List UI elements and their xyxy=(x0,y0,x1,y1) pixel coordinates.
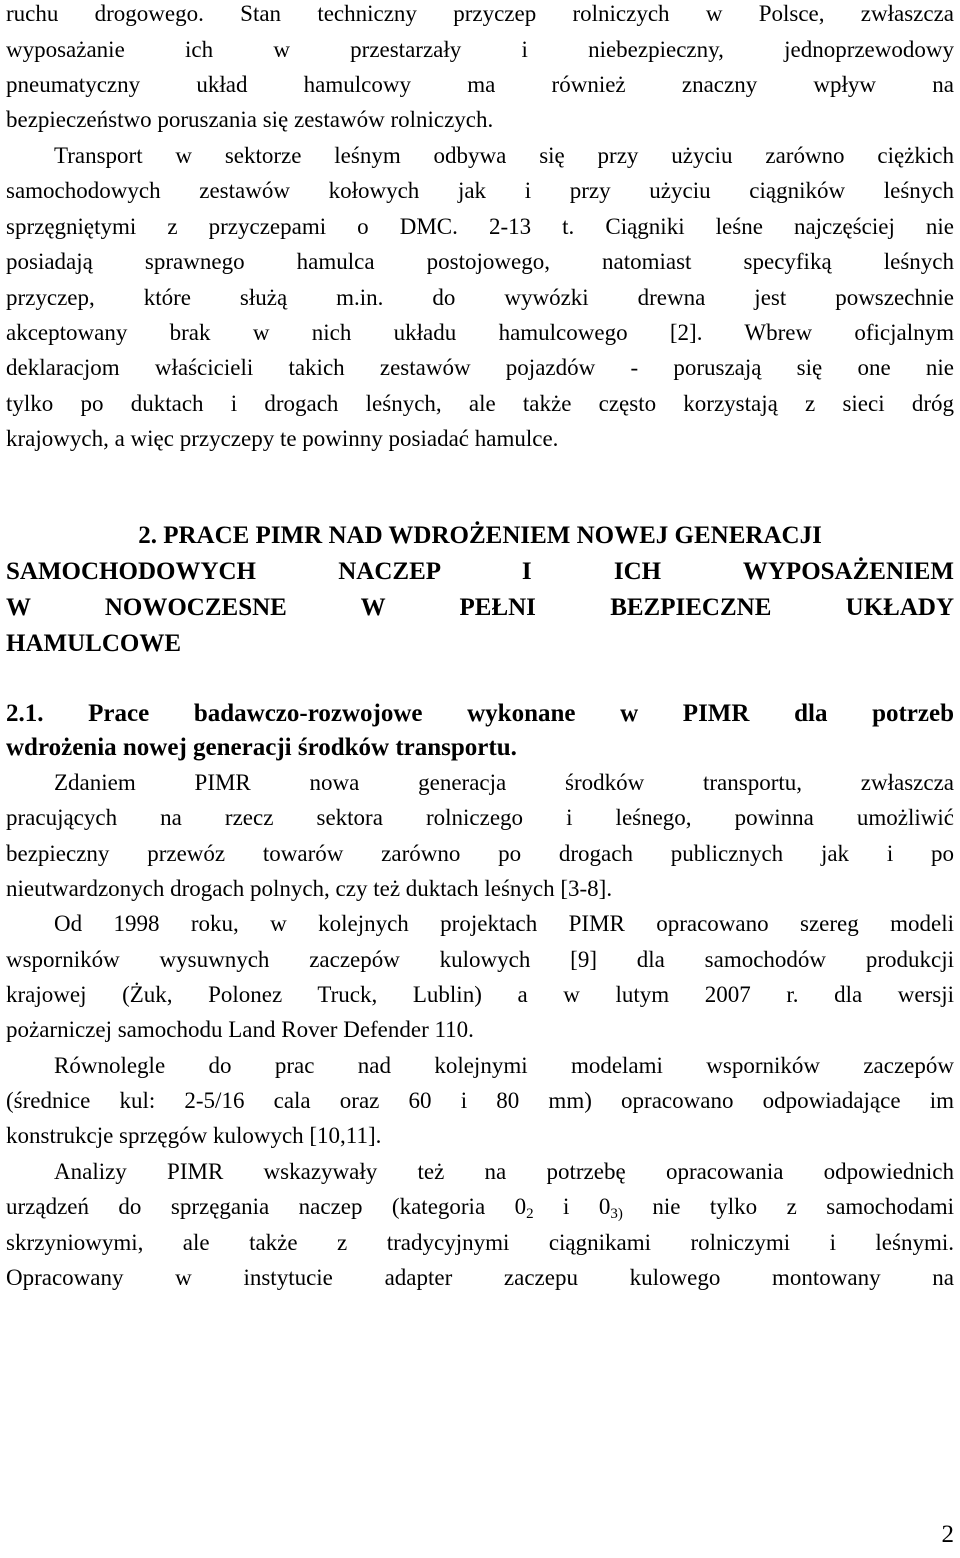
paragraph-line: akceptowany brak w nich układu hamulcowego [2]. Wbrew oficjalnym xyxy=(6,320,954,345)
paragraph-line: Od 1998 roku, w kolejnych projektach PIMR opracowano szereg modeli xyxy=(54,911,954,936)
paragraph-line: krajowej (Żuk, Polonez Truck, Lublin) a w lutym 2007 r. dla wersji xyxy=(6,982,954,1007)
section-heading-line: W NOWOCZESNE W PEŁNI BEZPIECZNE UKŁADY xyxy=(6,594,954,621)
section-heading-line: 2. PRACE PIMR NAD WDROŻENIEM NOWEJ GENERACJI xyxy=(138,522,822,549)
paragraph-line: pracujących na rzecz sektora rolniczego i leśnego, powinna umożliwić xyxy=(6,805,954,830)
subscript: 2 xyxy=(526,1206,534,1222)
paragraph-line: przyczep, które służą m.in. do wywózki drewna jest powszechnie xyxy=(6,285,954,310)
subsection-heading-line: 2.1. Prace badawczo-rozwojowe wykonane w PIMR dla potrzeb xyxy=(6,700,954,727)
paragraph-line: skrzyniowymi, ale także z tradycyjnymi ciągnikami rolniczymi i leśnymi. xyxy=(6,1230,954,1255)
paragraph-line: wsporników wysuwnych zaczepów kulowych [9] dla samochodów produkcji xyxy=(6,947,954,972)
paragraph-line: ruchu drogowego. Stan techniczny przyczep rolniczych w Polsce, zwłaszcza xyxy=(6,1,954,26)
paragraph-line: (średnice kul: 2-5/16 cala oraz 60 i 80 mm) opracowano odpowiadające im xyxy=(6,1088,954,1113)
text-span: i 0 xyxy=(533,1194,611,1219)
paragraph-line: nieutwardzonych drogach polnych, czy też duktach leśnych [3-8]. xyxy=(6,876,613,901)
section-heading-line: SAMOCHODOWYCH NACZEP I ICH WYPOSAŻENIEM xyxy=(6,558,954,585)
paragraph-line: Opracowany w instytucie adapter zaczepu kulowego montowany na xyxy=(6,1265,954,1290)
subsection-heading-line: wdrożenia nowej generacji środków transportu. xyxy=(6,734,517,761)
text-span: urządzeń do sprzęgania naczep (kategoria 0 xyxy=(6,1194,527,1219)
paragraph-line: deklaracjom właścicieli takich zestawów pojazdów - poruszają się one nie xyxy=(6,355,954,380)
paragraph-line: wyposażanie ich w przestarzały i niebezpieczny, jednoprzewodowy xyxy=(6,37,954,62)
page-number: 2 xyxy=(941,1521,954,1548)
paragraph-line: Równolegle do prac nad kolejnymi modelami wsporników zaczepów xyxy=(54,1053,954,1078)
subscript: 3) xyxy=(610,1206,623,1222)
paragraph-line xyxy=(6,1193,954,1221)
paragraph-line: pożarniczej samochodu Land Rover Defender 110. xyxy=(6,1017,474,1042)
paragraph-line: posiadają sprawnego hamulca postojowego, natomiast specyfiką leśnych xyxy=(6,249,954,274)
paragraph-line: Zdaniem PIMR nowa generacja środków transportu, zwłaszcza xyxy=(54,770,954,795)
paragraph-line: tylko po duktach i drogach leśnych, ale także często korzystają z sieci dróg xyxy=(6,391,954,416)
text-span: nie tylko z samochodami xyxy=(622,1194,954,1219)
paragraph-line: sprzęgniętymi z przyczepami o DMC. 2-13 t. Ciągniki leśne najczęściej nie xyxy=(6,214,954,239)
section-heading-line: HAMULCOWE xyxy=(6,630,181,657)
paragraph-line: pneumatyczny układ hamulcowy ma również znaczny wpływ na xyxy=(6,72,954,97)
paragraph-line: samochodowych zestawów kołowych jak i przy użyciu ciągników leśnych xyxy=(6,178,954,203)
paragraph-line: Analizy PIMR wskazywały też na potrzebę opracowania odpowiednich xyxy=(54,1159,954,1184)
paragraph-line: bezpieczny przewóz towarów zarówno po drogach publicznych jak i po xyxy=(6,841,954,866)
paragraph-line: konstrukcje sprzęgów kulowych [10,11]. xyxy=(6,1123,382,1148)
paragraph-line: krajowych, a więc przyczepy te powinny posiadać hamulce. xyxy=(6,426,559,451)
paragraph-line: bezpieczeństwo poruszania się zestawów rolniczych. xyxy=(6,107,494,132)
paragraph-line: Transport w sektorze leśnym odbywa się przy użyciu zarówno ciężkich xyxy=(54,143,954,168)
